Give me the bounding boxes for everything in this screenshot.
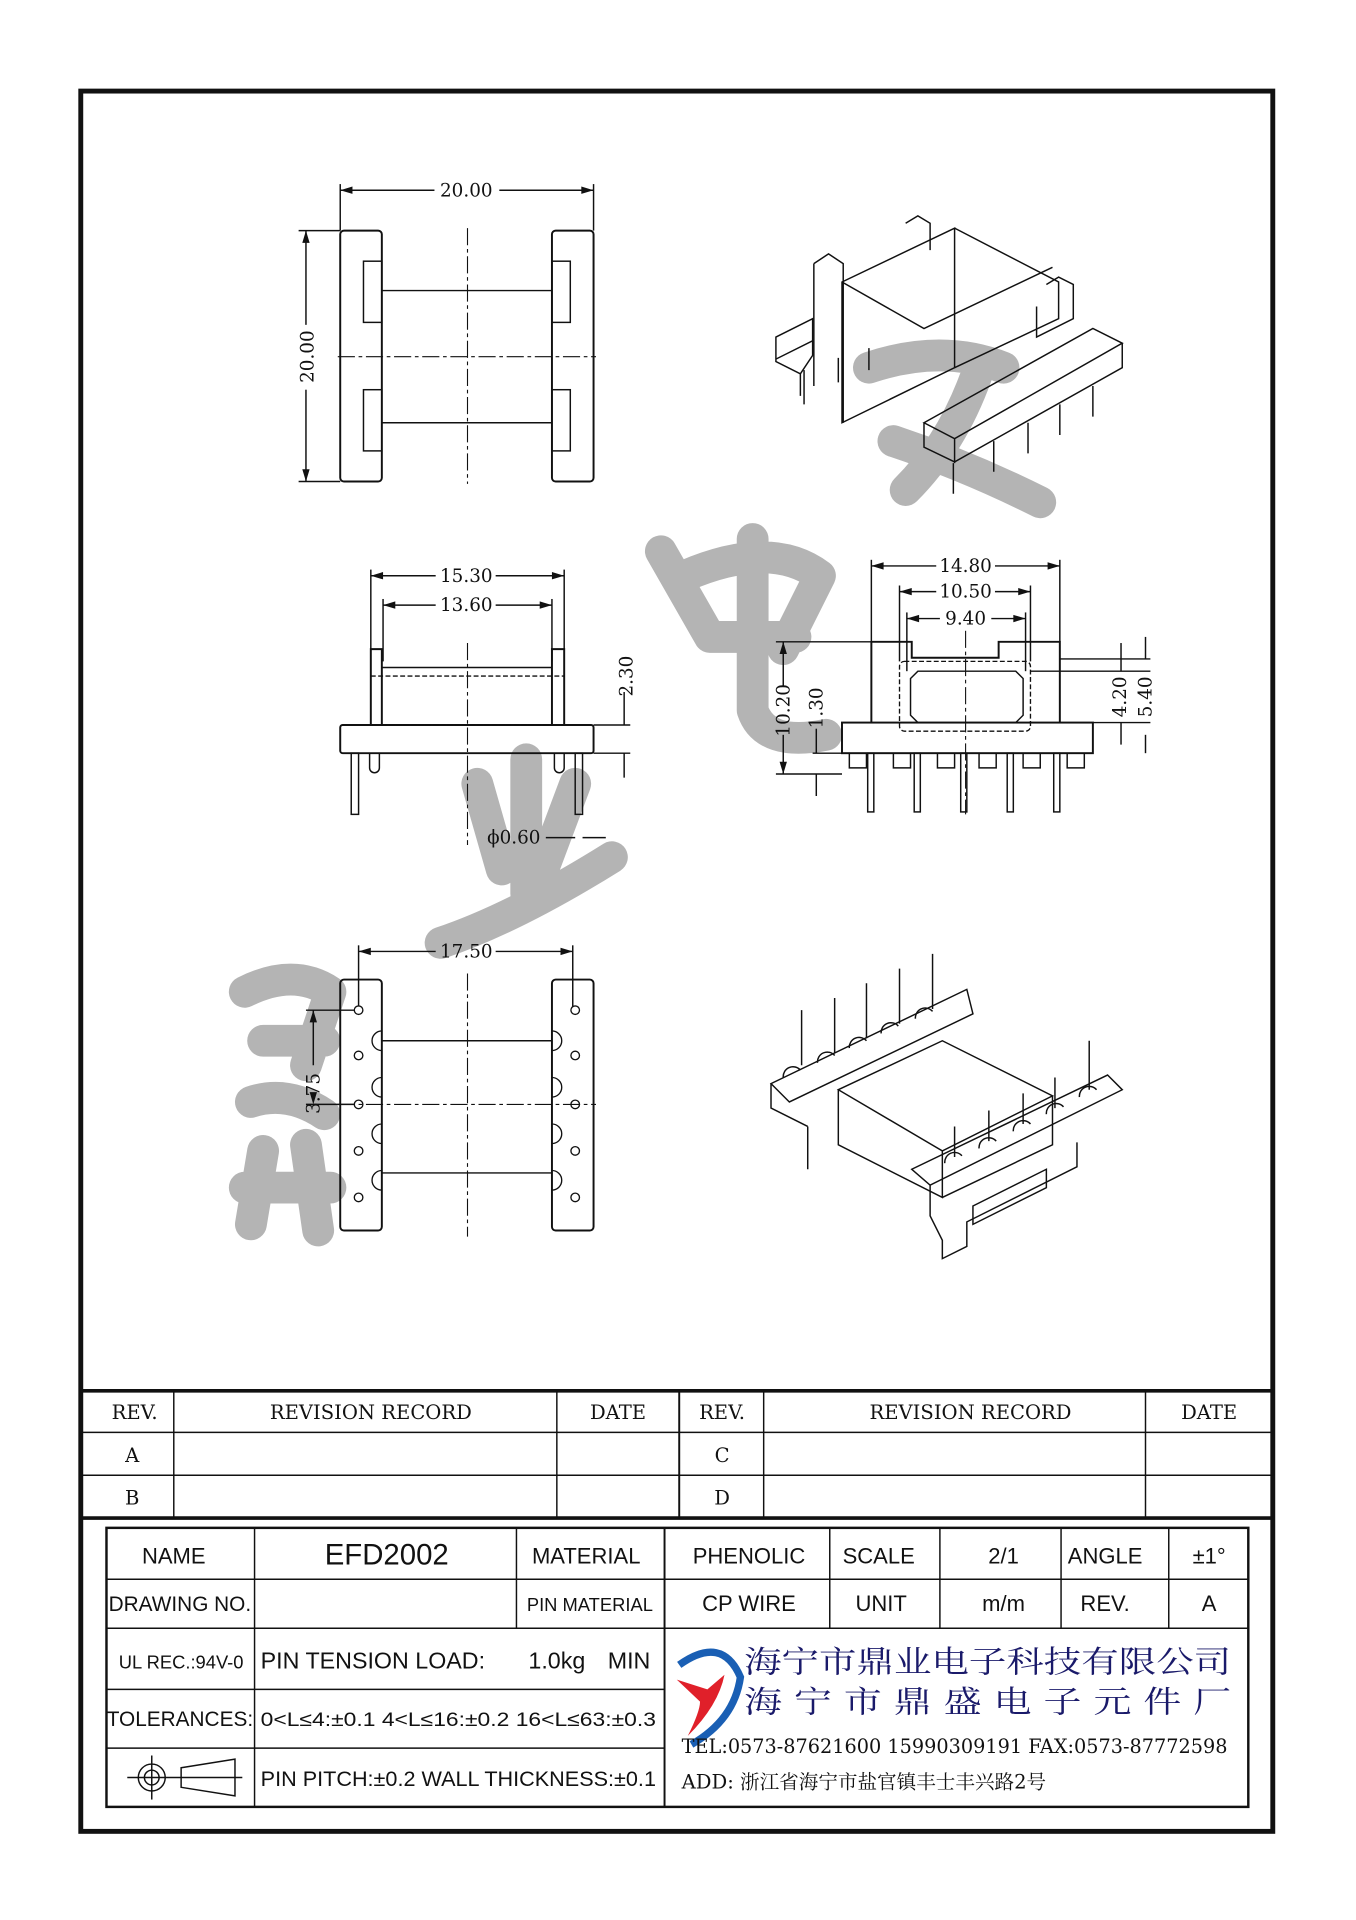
pin-tension-label: PIN TENSION LOAD:: [260, 1647, 486, 1674]
dim-side-height: 2.30: [616, 655, 638, 697]
unit-label: UNIT: [855, 1591, 907, 1617]
pin-material-label: PIN MATERIAL: [526, 1594, 653, 1616]
dim-side-inner: 13.60: [440, 595, 493, 617]
pin-material-value: CP WIRE: [702, 1591, 796, 1617]
drawing-no-label: DRAWING NO.: [108, 1593, 252, 1617]
revision-record-header: REVISION RECORD: [869, 1400, 1072, 1424]
company-logo-icon: [677, 1652, 741, 1744]
unit-value: m/m: [982, 1591, 1025, 1617]
tolerances-label: TOLERANCES:: [106, 1708, 254, 1732]
company-name-1: 海宁市鼎业电子科技有限公司: [744, 1645, 1232, 1681]
title-block: [106, 1528, 1248, 1807]
pin-tension-value: 1.0kg: [528, 1647, 586, 1674]
revision-record-header: REVISION RECORD: [269, 1400, 472, 1424]
rev-row-label: C: [714, 1443, 730, 1467]
front-view: [773, 556, 1156, 814]
dim-top-height: 20.00: [297, 330, 319, 383]
dim-pin-pitch: 3.75: [303, 1072, 325, 1114]
scale-value: 2/1: [988, 1543, 1019, 1569]
name-value: EFD2002: [324, 1538, 449, 1572]
dim-front-w3: 9.40: [945, 608, 987, 630]
material-value: PHENOLIC: [692, 1543, 806, 1569]
angle-label: ANGLE: [1067, 1543, 1143, 1569]
name-label: NAME: [141, 1543, 206, 1569]
pin-tension-unit: MIN: [607, 1647, 651, 1674]
dim-front-w1: 14.80: [939, 556, 992, 578]
rev-value: A: [1201, 1591, 1217, 1617]
rev-header: REV.: [111, 1400, 158, 1424]
rev-header: REV.: [699, 1400, 746, 1424]
pitch-wall-tolerance: PIN PITCH:±0.2 WALL THICKNESS:±0.1: [260, 1768, 656, 1792]
revision-table: [81, 1391, 1273, 1518]
date-header: DATE: [1181, 1400, 1238, 1424]
projection-symbol-icon: [127, 1755, 242, 1799]
scale-label: SCALE: [842, 1543, 915, 1569]
ul-rec-label: UL REC.:94V-0: [118, 1651, 244, 1673]
dim-front-h-base: 1.30: [806, 687, 828, 729]
dim-front-h-total: 10.20: [773, 684, 795, 737]
dim-bottom-width: 17.50: [440, 941, 493, 963]
tolerances-value: 0<L≤4:±0.1 4<L≤16:±0.2 16<L≤63:±0.3: [260, 1709, 657, 1732]
company-address: ADD: 浙江省海宁市盐官镇丰士丰兴路2号: [681, 1770, 1047, 1794]
material-label: MATERIAL: [531, 1543, 641, 1569]
dim-front-w2: 10.50: [939, 581, 992, 603]
rev-row-label: D: [714, 1486, 730, 1510]
date-header: DATE: [589, 1400, 647, 1424]
angle-value: ±1°: [1192, 1543, 1226, 1569]
company-tel-fax: TEL:0573-87621600 15990309191 FAX:0573-87772598: [681, 1735, 1228, 1759]
dim-top-width: 20.00: [440, 180, 493, 202]
rev-row-label: B: [124, 1486, 140, 1510]
bottom-view: [303, 942, 596, 1237]
isometric-view-bottom: [771, 954, 1122, 1259]
dim-front-h-right: 5.40: [1135, 676, 1157, 718]
dim-pin-diameter: ϕ0.60: [487, 827, 541, 849]
dim-front-h-window: 4.20: [1109, 676, 1131, 718]
rev-row-label: A: [125, 1443, 140, 1467]
company-name-2: 海 宁 市 鼎 盛 电 子 元 件 厂: [744, 1685, 1232, 1721]
top-view: [297, 180, 596, 484]
rev-label: REV.: [1080, 1591, 1130, 1617]
sheet-border: [81, 91, 1273, 1831]
dim-side-outer: 15.30: [440, 565, 493, 587]
